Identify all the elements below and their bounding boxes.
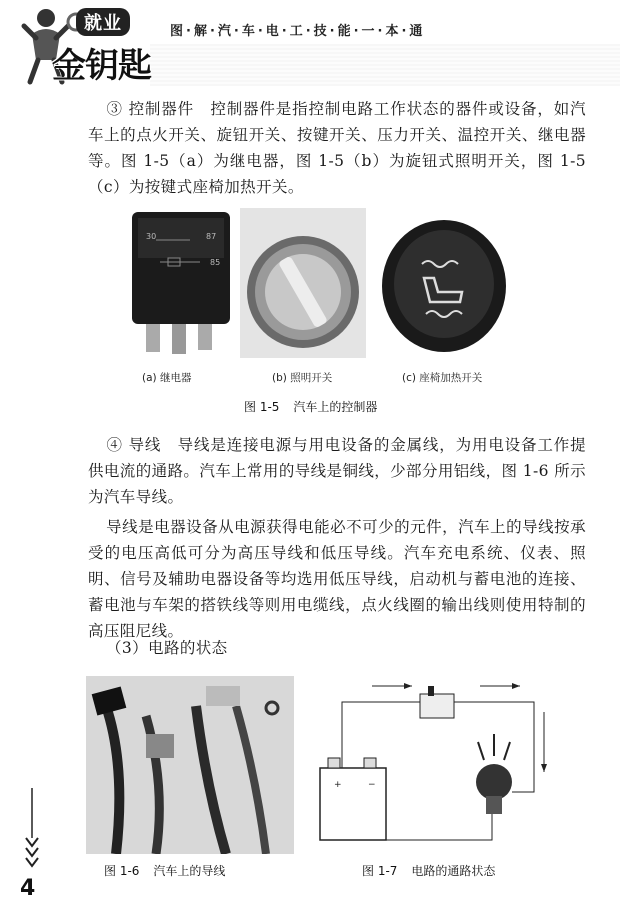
wires-photo [86, 676, 294, 854]
header-band [150, 44, 620, 86]
caption-1-5-c: (c) 座椅加热开关 [402, 372, 483, 384]
figure-title: 电路的通路状态 [411, 864, 496, 878]
figure-1-5-caption [244, 398, 377, 415]
figure-number: 图 1-7 [362, 864, 398, 878]
battery-plus-sign: + [334, 780, 342, 790]
logo-main-text: 金钥匙 [52, 46, 151, 86]
battery-minus-sign: − [368, 780, 376, 790]
paragraph-control-devices [88, 96, 586, 200]
figure-title: 汽车上的控制器 [293, 400, 378, 414]
caption-1-5-a: (a) 继电器 [142, 372, 192, 384]
page-number: 4 [20, 876, 36, 901]
section-heading-circuit-state: （3）电路的状态 [106, 639, 228, 657]
figure-number: 图 1-5 [244, 400, 280, 414]
relay-label-85: 85 [210, 258, 221, 267]
caption-1-5-b: (b) 照明开关 [272, 372, 333, 384]
figure-1-6-caption [104, 862, 225, 879]
relay-label-87: 87 [206, 232, 217, 241]
circuit-diagram [312, 672, 562, 854]
rotary-switch-photo [240, 208, 366, 358]
page-header [0, 0, 622, 90]
figure-1-5 [120, 200, 520, 415]
paragraph-text: ④ 导线 导线是连接电源与用电设备的金属线，为用电设备工作提供电流的通路。汽车上常用的导线是铜线，少部分用铝线，图 1-6 所示为汽车导线。 [88, 436, 586, 506]
book-title: 图·解·汽·车·电·工·技·能·一·本·通 [170, 24, 426, 39]
relay-label-30: 30 [146, 232, 157, 241]
paragraph-wire-types [88, 514, 586, 644]
page-arrow-marker-icon [22, 788, 42, 868]
seat-heat-switch-photo [378, 206, 510, 356]
paragraph-text: ③ 控制器件 控制器件是指控制电路工作状态的器件或设备，如汽车上的点火开关、旋钮开关、按键开关、压力开关、温控开关、继电器等。图 1-5（a）为继电器，图 1-5（b）为旋钮式照明开关，图 1-5（c）为按键式座椅加热开关。 [88, 100, 586, 196]
logo-top-text: 就业 [76, 8, 130, 36]
figure-number: 图 1-6 [104, 864, 140, 878]
paragraph-wires [88, 432, 586, 510]
figure-1-7-caption [362, 862, 495, 879]
figure-title: 汽车上的导线 [153, 864, 226, 878]
paragraph-text: 导线是电器设备从电源获得电能必不可少的元件，汽车上的导线按承受的电压高低可分为高压导线和低压导线。汽车充电系统、仪表、照明、信号及辅助电器设备等均选用低压导线，启动机与蓄电池的连接、蓄电池与车架的搭铁线等则用电缆线，点火线圈的输出线则使用特制的高压阻尼线。 [88, 518, 586, 640]
